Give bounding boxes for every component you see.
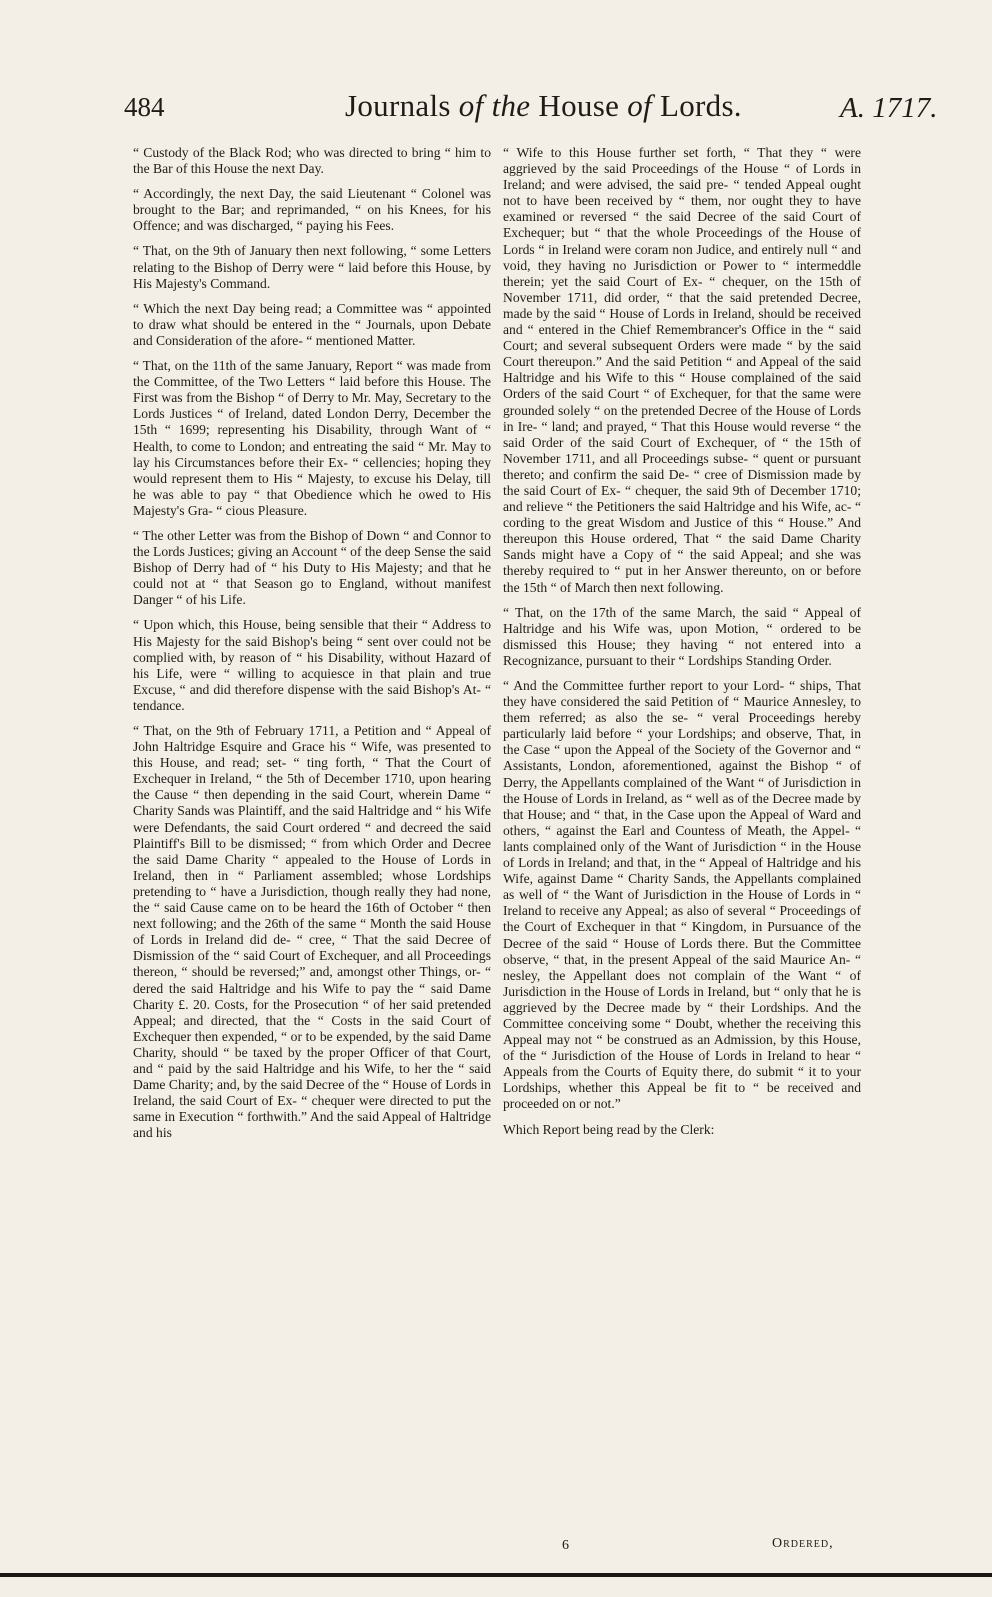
- title-of: of: [458, 88, 484, 123]
- catchword: Ordered,: [772, 1536, 834, 1551]
- left-paragraph-3: “ That, on the 9th of January then next following, “ some Letters relating to the Bishop of Derry were “ laid before this House, by His Majesty's Command.: [133, 243, 491, 291]
- title-the: the: [491, 88, 531, 123]
- running-title: [345, 88, 742, 124]
- title-of-2: of: [627, 88, 652, 123]
- left-column: [133, 145, 491, 1150]
- right-column: [503, 145, 861, 1147]
- right-paragraph-3: “ And the Committee further report to your Lord- “ ships, That they have considered the said Petition of “ Maurice Annesley, to them referred; as also the se- “ veral Proceedings hereby particularly laid before “ your Lordships; and observe, That, in the Case “ upon the Appeal of the Society of the Governor and “ Assistants, London, aforementioned, against the Bishop “ of Derry, the Appellants complained of the Want “ of Jurisdiction in the House of Lords in Ireland, as “ well as of the Decree made by that House; and “ that, in the Case upon the Appeal of Ward and others, “ against the Earl and Countess of Meath, the Appel- “ lants complained only of the Want of Jurisdiction “ in the House of Lords in Ireland; and that, in the “ Appeal of Haltridge and his Wife, against Dame “ Charity Sands, the Appellants complained as well of “ the Want of Jurisdiction in the House of Lords in “ Ireland to receive any Appeal; as also of several “ Proceedings of the Court of Exchequer in that “ Kingdom, in Pursuance of the Decree of the said “ House of Lords there. But the Committee observe, “ that, in the present Appeal of the said Maurice An- “ nesley, the Appellant does not complain of the Want “ of Jurisdiction in the House of Lords in Ireland, but “ only that he is aggrieved by the Decree made by “ their Lordships. And the Committee conceiving some “ Doubt, whether the receiving this Appeal may not “ be construed as an Admission, by this House, of the “ Jurisdiction of the House of Lords in Ireland to hear “ Appeals from the Courts of Equity there, do submit “ it to your Lordships, whether this Appeal be fit to “ be received and proceeded on or not.”: [503, 678, 861, 1112]
- left-paragraph-8: “ That, on the 9th of February 1711, a Petition and “ Appeal of John Haltridge Esquire and Grace his “ Wife, was presented to this House, and read; set- “ ting forth, “ That the Court of Exchequer in Ireland, “ the 5th of December 1710, upon hearing the Cause “ then depending in the said Court, wherein Dame “ Charity Sands was Plaintiff, and the said Haltridge and “ his Wife were Defendants, the said Court ordered “ and decreed the said Plaintiff's Bill to be dismissed; “ from which Order and Decree the said Dame Charity “ appealed to the House of Lords in Ireland, then in “ Parliament assembled; whose Lordships pretending to “ have a Jurisdiction, though really they had none, the “ said Cause came on to be heard the 16th of October “ then next following; and the 26th of the same “ Month the said House of Lords in Ireland did de- “ cree, “ That the said Decree of Dismission of the “ said Court of Exchequer, and all Proceedings thereon, “ should be reversed;” and, amongst other Things, or- “ dered the said Haltridge and his Wife to pay the “ said Dame Charity £. 20. Costs, for the Prosecution “ of her said pretended Appeal; and directed, that the “ Costs in the said Court of Exchequer then expended, “ or to be expended, by the said Dame Charity, should “ be taxed by the proper Officer of that Court, and “ paid by the said Haltridge and his Wife, to her the “ said Dame Charity; and, by the said Decree of the “ House of Lords in Ireland, the said Court of Ex- “ chequer were directed to put the same in Execution “ forthwith.” And the said Appeal of Haltridge and his: [133, 723, 491, 1141]
- page-number: 484: [124, 92, 165, 122]
- year-label: A. 1717.: [840, 92, 938, 124]
- left-paragraph-1: “ Custody of the Black Rod; who was directed to bring “ him to the Bar of this House the next Day.: [133, 145, 491, 177]
- left-paragraph-2: “ Accordingly, the next Day, the said Lieutenant “ Colonel was brought to the Bar; and reprimanded, “ on his Knees, for his Offence; and was discharged, “ paying his Fees.: [133, 186, 491, 234]
- title-journals: Journals: [345, 88, 451, 123]
- left-paragraph-4: “ Which the next Day being read; a Committee was “ appointed to draw what should be entered in the “ Journals, upon Debate and Consideration of the afore- “ mentioned Matter.: [133, 300, 491, 348]
- signature-mark: 6: [562, 1538, 569, 1553]
- right-paragraph-4: Which Report being read by the Clerk:: [503, 1121, 715, 1137]
- bottom-rule: [0, 1573, 992, 1577]
- left-paragraph-5: “ That, on the 11th of the same January, Report “ was made from the Committee, of the Two Letters “ laid before this House. The First was from the Bishop “ of Derry to Mr. May, Secretary to the Lords Justices “ of Ireland, dated London Derry, December the 15th “ 1699; representing his Disability, through Want of “ Health, to come to London; and entreating the said “ Mr. May to lay his Circumstances before their Ex- “ cellencies; hoping they would represent them to His “ Majesty, to excuse his Delay, till he was able to pay “ that Obedience which he owed to His Majesty's Gra- “ cious Pleasure.: [133, 358, 491, 518]
- left-paragraph-7: “ Upon which, this House, being sensible that their “ Address to His Majesty for the said Bishop's being “ sent over could not be complied with, by reason of “ his Disability, without Hazard of his Life, were “ willing to acquiesce in that plain and true Excuse, “ and did therefore dispense with the said Bishop's At- “ tendance.: [133, 617, 491, 713]
- title-lords: Lords.: [659, 88, 742, 123]
- title-house: House: [538, 88, 620, 123]
- right-paragraph-2: “ That, on the 17th of the same March, the said “ Appeal of Haltridge and his Wife was, upon Motion, “ ordered to be dismissed this House; they having “ not entered into a Recognizance, pursuant to their “ Lordships Standing Order.: [503, 604, 861, 668]
- right-paragraph-1: “ Wife to this House further set forth, “ That they “ were aggrieved by the said Proceedings of the House “ of Lords in Ireland; and were advised, the said pre- “ tended Appeal ought not to have been received by “ them, nor ought they to have examined or reversed “ the said Decree of the said Court of Exchequer; but “ that the whole Proceedings of the House of Lords “ in Ireland were coram non Judice, and entirely null “ and void, they having no Jurisdiction or Power to “ intermeddle therein; yet the said Court of Ex- “ chequer, on the 15th of November 1711, did order, “ that the said pretended Decree, made by the said “ House of Lords in Ireland, should be received and “ entered in the Chief Remembrancer's Office in the “ said Court; and several subsequent Orders were made “ by the said Court thereupon.” And the said Petition “ and Appeal of the said Haltridge and his Wife to this “ House complained of the said Orders of the said Court “ of Exchequer, for that the same were grounded solely “ on the pretended Decree of the House of Lords in Ire- “ land; and prayed, “ That this House would reverse “ the said Order of the said Court of Exchequer, of “ the 15th of November 1711, and all Proceedings subse- “ quent or pursuant thereto; and confirm the said De- “ cree of Dismission made by the said Court of Ex- “ chequer, the said 9th of December 1710; and relieve “ the Petitioners the said Haltridge and his Wife, ac- “ cording to the great Wisdom and Justice of this “ House.” And thereupon this House ordered, That “ the said Dame Charity Sands might have a Copy of “ the said Appeal; and she was thereby required to “ put in her Answer thereunto, on or before the 15th “ of March then next following.: [503, 145, 861, 595]
- left-paragraph-6: “ The other Letter was from the Bishop of Down “ and Connor to the Lords Justices; giving an Account “ of the deep Sense the said Bishop of Derry had of “ his Duty to His Majesty; and that he could not at “ that Season go to England, without manifest Danger “ of his Life.: [133, 527, 491, 608]
- page-header: [0, 88, 992, 132]
